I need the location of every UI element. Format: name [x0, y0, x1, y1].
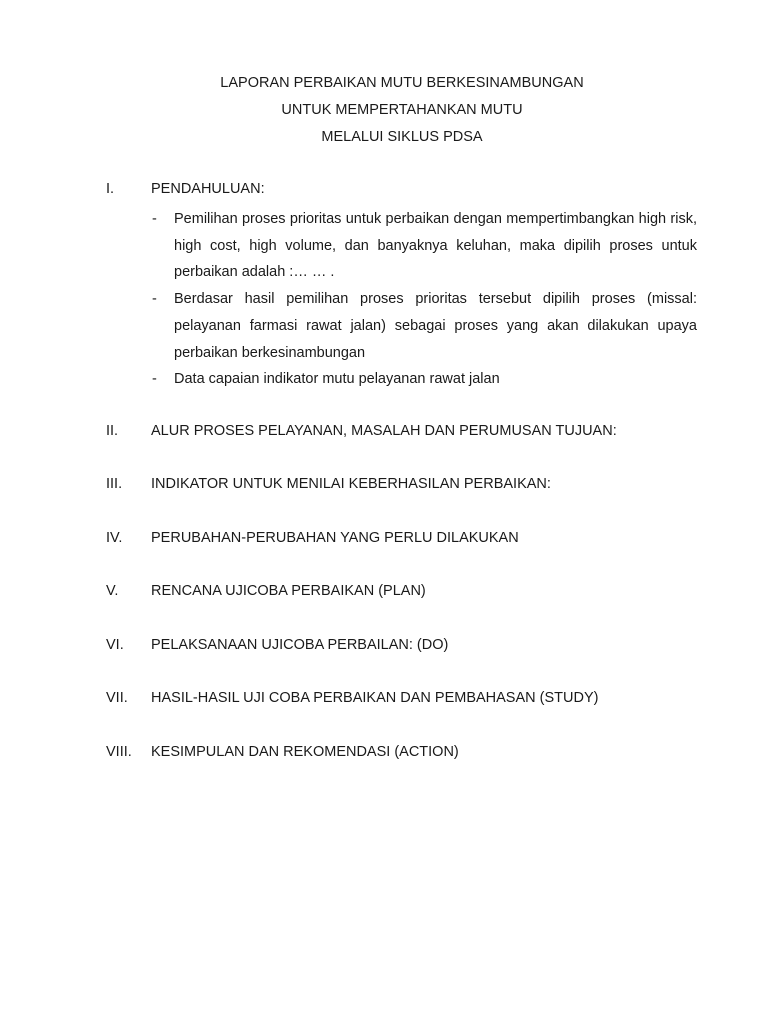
- section-number: V.: [106, 583, 119, 599]
- bullet-dash: -: [152, 211, 157, 227]
- section-title: INDIKATOR UNTUK MENILAI KEBERHASILAN PERBAIKAN:: [151, 476, 551, 492]
- title-line: UNTUK MEMPERTAHANKAN MUTU: [281, 102, 523, 118]
- section-title: RENCANA UJICOBA PERBAIKAN (PLAN): [151, 583, 426, 599]
- list-item: [152, 366, 697, 393]
- section-number: VIII.: [106, 744, 132, 760]
- section-number: III.: [106, 476, 123, 492]
- section-title: KESIMPULAN DAN REKOMENDASI (ACTION): [151, 744, 459, 760]
- section-number: IV.: [106, 530, 123, 546]
- section-title: HASIL-HASIL UJI COBA PERBAIKAN DAN PEMBAHASAN (STUDY): [151, 690, 599, 706]
- section-number: II.: [106, 423, 119, 439]
- section-title: PERUBAHAN-PERUBAHAN YANG PERLU DILAKUKAN: [151, 530, 519, 546]
- title-line: LAPORAN PERBAIKAN MUTU BERKESINAMBUNGAN: [220, 75, 584, 91]
- section-title: ALUR PROSES PELAYANAN, MASALAH DAN PERUMUSAN TUJUAN:: [151, 423, 617, 439]
- bullet-dash: -: [152, 371, 157, 388]
- bullet-dash: -: [152, 291, 157, 308]
- bullet-text: Berdasar hasil pemilihan proses prioritas tersebut dipilih proses (missal: pelayanan farmasi rawat jalan) sebagai proses yang akan dilakukan upaya perbaikan berkesinambungan: [174, 291, 697, 361]
- list-item: [152, 286, 697, 366]
- document-title: [0, 74, 768, 155]
- section-title: PELAKSANAAN UJICOBA PERBAILAN: (DO): [151, 637, 449, 653]
- section-number: VII.: [106, 690, 128, 706]
- section-title: PENDAHULUAN:: [151, 181, 265, 197]
- section-number: I.: [106, 181, 115, 197]
- intro-bullet-list: [152, 206, 697, 393]
- bullet-text: Data capaian indikator mutu pelayanan rawat jalan: [174, 371, 500, 388]
- title-line: MELALUI SIKLUS PDSA: [321, 129, 483, 145]
- list-item: [152, 206, 697, 286]
- section-number: VI.: [106, 637, 124, 653]
- bullet-text: Pemilihan proses prioritas untuk perbaikan dengan mempertimbangkan high risk, high cost, high volume, dan banyaknya keluhan, maka dipilih proses untuk perbaikan adalah :… … .: [174, 211, 697, 281]
